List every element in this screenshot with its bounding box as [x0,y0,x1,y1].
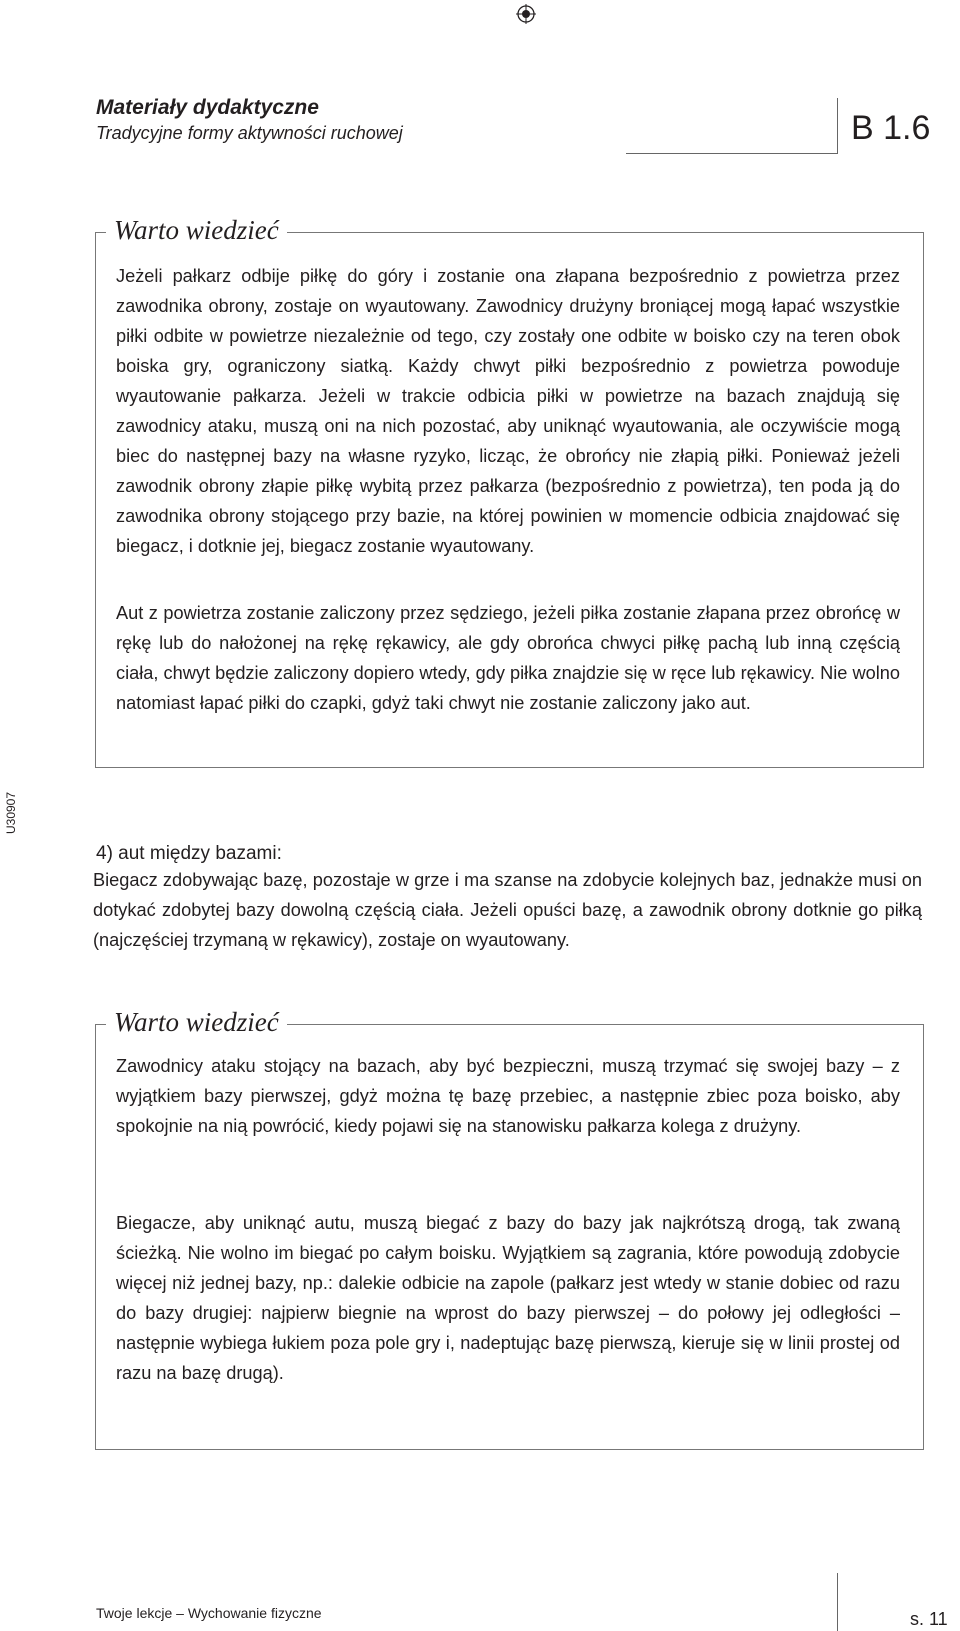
header-divider-vertical [837,98,838,154]
section-paragraph: Biegacz zdobywając bazę, pozostaje w grze i ma szanse na zdobycie kolejnych baz, jednakże musi on dotykać zdobytej bazy dowolną częścią ciała. Jeżeli opuści bazę, a zawodnik obrony dotknie go piłką (najczęściej trzymaną w rękawicy), zostaje on wyautowany. [93,870,922,950]
info-box-2-paragraph-1: Zawodnicy ataku stojący na bazach, aby być bezpieczni, muszą trzymać się swojej bazy – z wyjątkiem bazy pierwszej, gdyż można tę bazę przebiec, a następnie zbiec poza boisko, aby spokojnie na nią powrócić, kiedy pojawi się na stanowisku pałkarza kolega z drużyny. [116,1056,900,1136]
info-box-2-paragraph-2: Biegacze, aby uniknąć autu, muszą biegać z bazy do bazy jak najkrótszą drogą, tak zwaną ścieżką. Nie wolno im biegać po całym boisku. Wyjątkiem są zagrania, które powodują zdobycie więcej niż jednej bazy, np.: dalekie odbicie na zapole (pałkarz jest wtedy w stanie dobiec od razu do bazy drugiej: najpierw biegnie na wprost do bazy pierwszej – do połowy jej odległości – następnie wybiega łukiem poza pole gry i, nadeptując bazę pierwszą, kieruje się w linii prostej od razu na bazę drugą). [116,1213,900,1383]
info-box-1-label: Warto wiedzieć [106,214,287,246]
side-code: U30907 [4,791,18,834]
header-divider-horizontal [626,153,838,154]
page-number: s. 11 [910,1609,948,1629]
header-subtitle: Tradycyjne formy aktywności ruchowej [96,123,403,143]
footer-divider [837,1573,838,1631]
info-box-1-paragraph-1: Jeżeli pałkarz odbije piłkę do góry i zostanie ona złapana bezpośrednio z powietrza przez zawodnika obrony, zostaje on wyautowany. Zawodnicy drużyny broniącej mogą łapać wszystkie piłki odbite w powietrze niezależnie od tego, czy zostały one odbite w boisko czy na teren obok boiska gry, ograniczony siatką. Każdy chwyt piłki bezpośrednio z powietrza powoduje wyautowanie pałkarza. Jeżeli w trakcie odbicia piłki w powietrze na bazach znajdują się zawodnicy ataku, muszą oni na nich pozostać, aby uniknąć wyautowania, ale oczywiście mogą biec do następnej bazy na własne ryzyko, licząc, że obrońcy nie złapią piłki. Ponieważ jeżeli zawodnik obrony złapie piłkę wybitą przez pałkarza (bezpośrednio z powietrza), ten poda ją do zawodnika obrony stojącego przy bazie, na której powinien w momencie odbicia znajdować się biegacz, i dotknie jej, biegacz zostanie wyautowany. [116,266,900,556]
info-box-1-paragraph-2: Aut z powietrza zostanie zaliczony przez sędziego, jeżeli piłka zostanie złapana przez obrońcę w rękę lub do nałożonej na rękę rękawicy, ale gdy obrońca chwyci piłkę pachą lub inną częścią ciała, chwyt będzie zaliczony dopiero wtedy, gdy piłka znajdzie się w ręce lub rękawicy. Nie wolno natomiast łapać piłki do czapki, gdyż taki chwyt nie zostanie zaliczony jako aut. [116,603,900,713]
registration-mark-icon [516,4,536,24]
header-title: Materiały dydaktyczne [96,96,319,119]
info-box-2-label: Warto wiedzieć [106,1006,287,1038]
footer-text: Twoje lekcje – Wychowanie fizyczne [96,1605,322,1621]
list-item-4: 4) aut między bazami: [96,843,282,864]
section-code: B 1.6 [851,109,931,147]
